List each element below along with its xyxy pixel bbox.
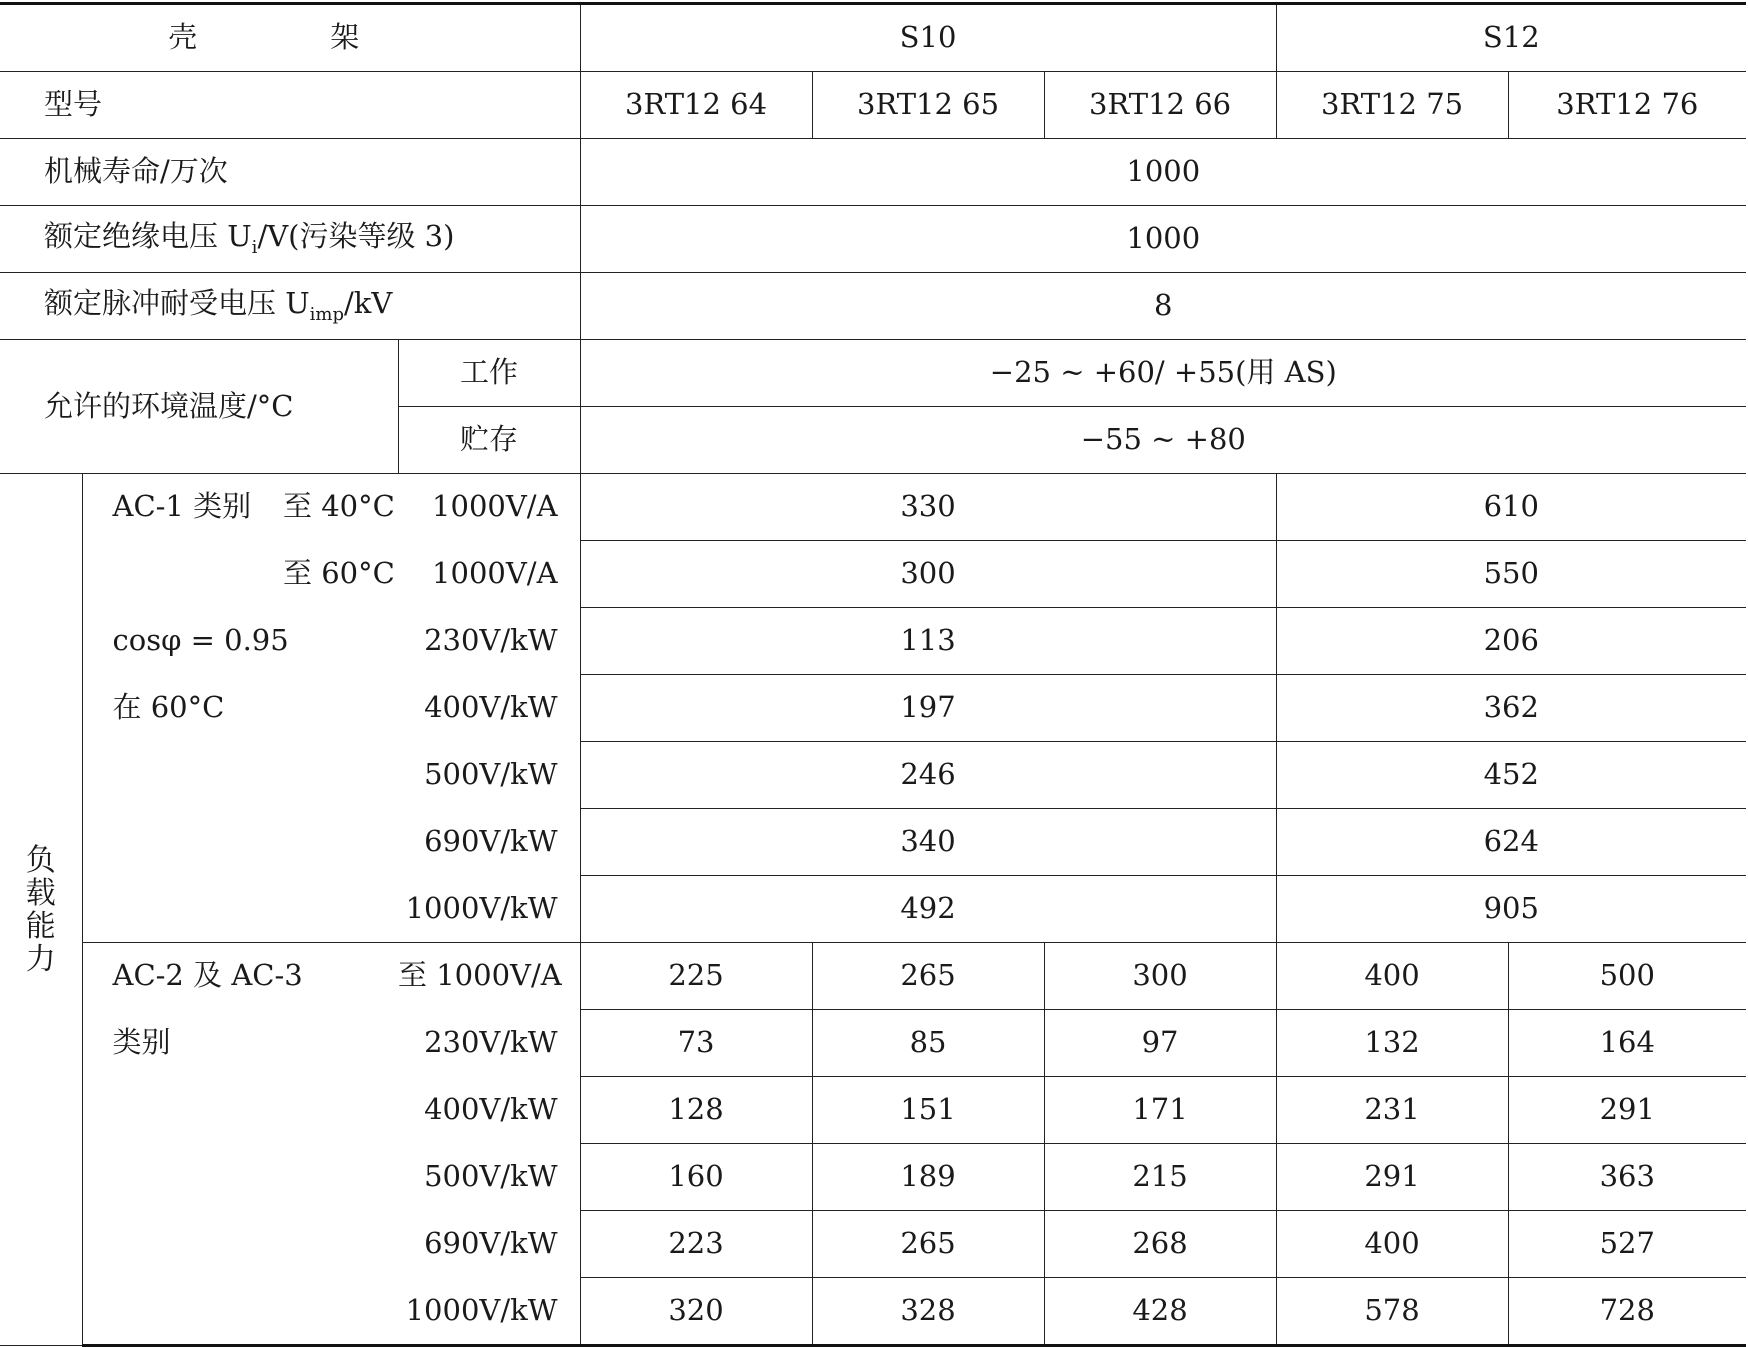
- ac23-value: 728: [1508, 1278, 1746, 1346]
- ac1-s10-value: 197: [580, 675, 1276, 742]
- ac23-value: 400: [1276, 1211, 1508, 1278]
- ac1-row: [0, 474, 1746, 541]
- insulation-row: [0, 206, 1746, 273]
- ac23-value: 97: [1044, 1010, 1276, 1077]
- ac23-value: 171: [1044, 1077, 1276, 1144]
- model-label: 型号: [0, 72, 580, 139]
- ac23-row: [0, 1010, 1746, 1077]
- temp-work-value: −25 ~ +60/ +55(用 AS): [580, 340, 1746, 407]
- contactor-spec-table: [0, 2, 1746, 1347]
- model-cell: 3RT12 76: [1508, 72, 1746, 139]
- temp-store-label: 贮存: [398, 407, 580, 474]
- ac23-value: 189: [812, 1144, 1044, 1211]
- ac1-s12-value: 206: [1276, 608, 1746, 675]
- temp-work-label: 工作: [398, 340, 580, 407]
- ac1-s10-value: 300: [580, 541, 1276, 608]
- ac23-row: [0, 1278, 1746, 1346]
- ac1-row: [0, 608, 1746, 675]
- model-cell: 3RT12 75: [1276, 72, 1508, 139]
- ac1-unit: 500V/kW: [398, 742, 580, 809]
- frame-row: [0, 4, 1746, 72]
- mech-life-row: [0, 139, 1746, 206]
- ac23-value: 291: [1508, 1077, 1746, 1144]
- ac1-s12-value: 550: [1276, 541, 1746, 608]
- ac1-cond: 至 60°C: [283, 556, 395, 591]
- impulse-row: [0, 273, 1746, 340]
- ac23-value: 363: [1508, 1144, 1746, 1211]
- ac23-value: 300: [1044, 943, 1276, 1010]
- ac1-s10-value: 330: [580, 474, 1276, 541]
- frame-label: 壳 架: [0, 4, 580, 72]
- ac1-s10-value: 340: [580, 809, 1276, 876]
- ac23-value: 164: [1508, 1010, 1746, 1077]
- ac1-unit: 230V/kW: [398, 608, 580, 675]
- ac23-desc: [82, 1144, 398, 1211]
- ac23-value: 223: [580, 1211, 812, 1278]
- impulse-value: 8: [580, 273, 1746, 340]
- model-row: [0, 72, 1746, 139]
- ac23-unit: 690V/kW: [398, 1211, 580, 1278]
- ac1-s12-value: 905: [1276, 876, 1746, 943]
- ac1-row: [0, 742, 1746, 809]
- ac1-desc: [82, 876, 398, 943]
- ac23-value: 265: [812, 943, 1044, 1010]
- ac1-row: [0, 809, 1746, 876]
- ac1-desc: cosφ = 0.95: [82, 608, 398, 675]
- ac1-unit: 1000V/kW: [398, 876, 580, 943]
- ac23-value: 128: [580, 1077, 812, 1144]
- ac23-row: [0, 1211, 1746, 1278]
- ac1-s12-value: 624: [1276, 809, 1746, 876]
- ac1-s12-value: 452: [1276, 742, 1746, 809]
- ac1-unit: 1000V/A: [398, 474, 580, 541]
- ac23-value: 527: [1508, 1211, 1746, 1278]
- ac1-unit: 1000V/A: [398, 541, 580, 608]
- ac23-value: 231: [1276, 1077, 1508, 1144]
- ac23-value: 73: [580, 1010, 812, 1077]
- ac1-s10-value: 492: [580, 876, 1276, 943]
- ac23-value: 320: [580, 1278, 812, 1346]
- ac23-desc: [82, 1211, 398, 1278]
- ac23-value: 578: [1276, 1278, 1508, 1346]
- ac1-desc: AC-1 类别: [82, 474, 283, 541]
- ac23-desc: [82, 1278, 398, 1346]
- temp-store-value: −55 ~ +80: [580, 407, 1746, 474]
- ac23-row: [0, 1077, 1746, 1144]
- ac23-unit: 400V/kW: [398, 1077, 580, 1144]
- ac23-desc: [82, 1077, 398, 1144]
- mech-life-label: 机械寿命/万次: [0, 139, 580, 206]
- ac23-row: [0, 943, 1746, 1010]
- ac1-desc: [82, 541, 283, 608]
- ac23-unit: 至 1000V/A: [398, 943, 580, 1010]
- ac23-value: 428: [1044, 1278, 1276, 1346]
- ac23-value: 215: [1044, 1144, 1276, 1211]
- temp-label: 允许的环境温度/°C: [0, 340, 398, 474]
- ac23-value: 151: [812, 1077, 1044, 1144]
- ac1-s12-value: 610: [1276, 474, 1746, 541]
- mech-life-value: 1000: [580, 139, 1746, 206]
- ac1-s12-value: 362: [1276, 675, 1746, 742]
- ac1-s10-value: 246: [580, 742, 1276, 809]
- ac23-value: 328: [812, 1278, 1044, 1346]
- ac1-row: [0, 876, 1746, 943]
- ac23-desc: 类别: [82, 1010, 398, 1077]
- ac23-value: 265: [812, 1211, 1044, 1278]
- frame-s12: S12: [1276, 4, 1746, 72]
- ac1-s10-value: 113: [580, 608, 1276, 675]
- impulse-label: 额定脉冲耐受电压 $U_{imp}/kV$: [0, 273, 580, 340]
- ac1-unit: 400V/kW: [398, 675, 580, 742]
- ac1-row: [0, 675, 1746, 742]
- ac23-value: 225: [580, 943, 812, 1010]
- ac1-row: [0, 541, 1746, 608]
- ac23-value: 85: [812, 1010, 1044, 1077]
- ac23-value: 268: [1044, 1211, 1276, 1278]
- ac1-desc: [82, 809, 398, 876]
- model-cell: 3RT12 65: [812, 72, 1044, 139]
- model-cell: 3RT12 66: [1044, 72, 1276, 139]
- ac1-cond: 至 40°C: [283, 474, 398, 541]
- model-cell: 3RT12 64: [580, 72, 812, 139]
- ac23-value: 400: [1276, 943, 1508, 1010]
- frame-s10: S10: [580, 4, 1276, 72]
- ac1-unit: 690V/kW: [398, 809, 580, 876]
- ac1-desc: [82, 742, 398, 809]
- ac23-unit: 1000V/kW: [398, 1278, 580, 1346]
- ac23-value: 291: [1276, 1144, 1508, 1211]
- ac1-desc: 在 60°C: [82, 675, 398, 742]
- ac23-value: 160: [580, 1144, 812, 1211]
- insulation-label: 额定绝缘电压 $U_i/V$(污染等级 3): [0, 206, 580, 273]
- ac23-desc: AC-2 及 AC-3: [82, 943, 398, 1010]
- ac23-unit: 500V/kW: [398, 1144, 580, 1211]
- temp-work-row: [0, 340, 1746, 407]
- ac23-unit: 230V/kW: [398, 1010, 580, 1077]
- insulation-value: 1000: [580, 206, 1746, 273]
- ac23-value: 132: [1276, 1010, 1508, 1077]
- load-capacity-label: 负载能力: [0, 474, 82, 1346]
- ac23-row: [0, 1144, 1746, 1211]
- ac23-value: 500: [1508, 943, 1746, 1010]
